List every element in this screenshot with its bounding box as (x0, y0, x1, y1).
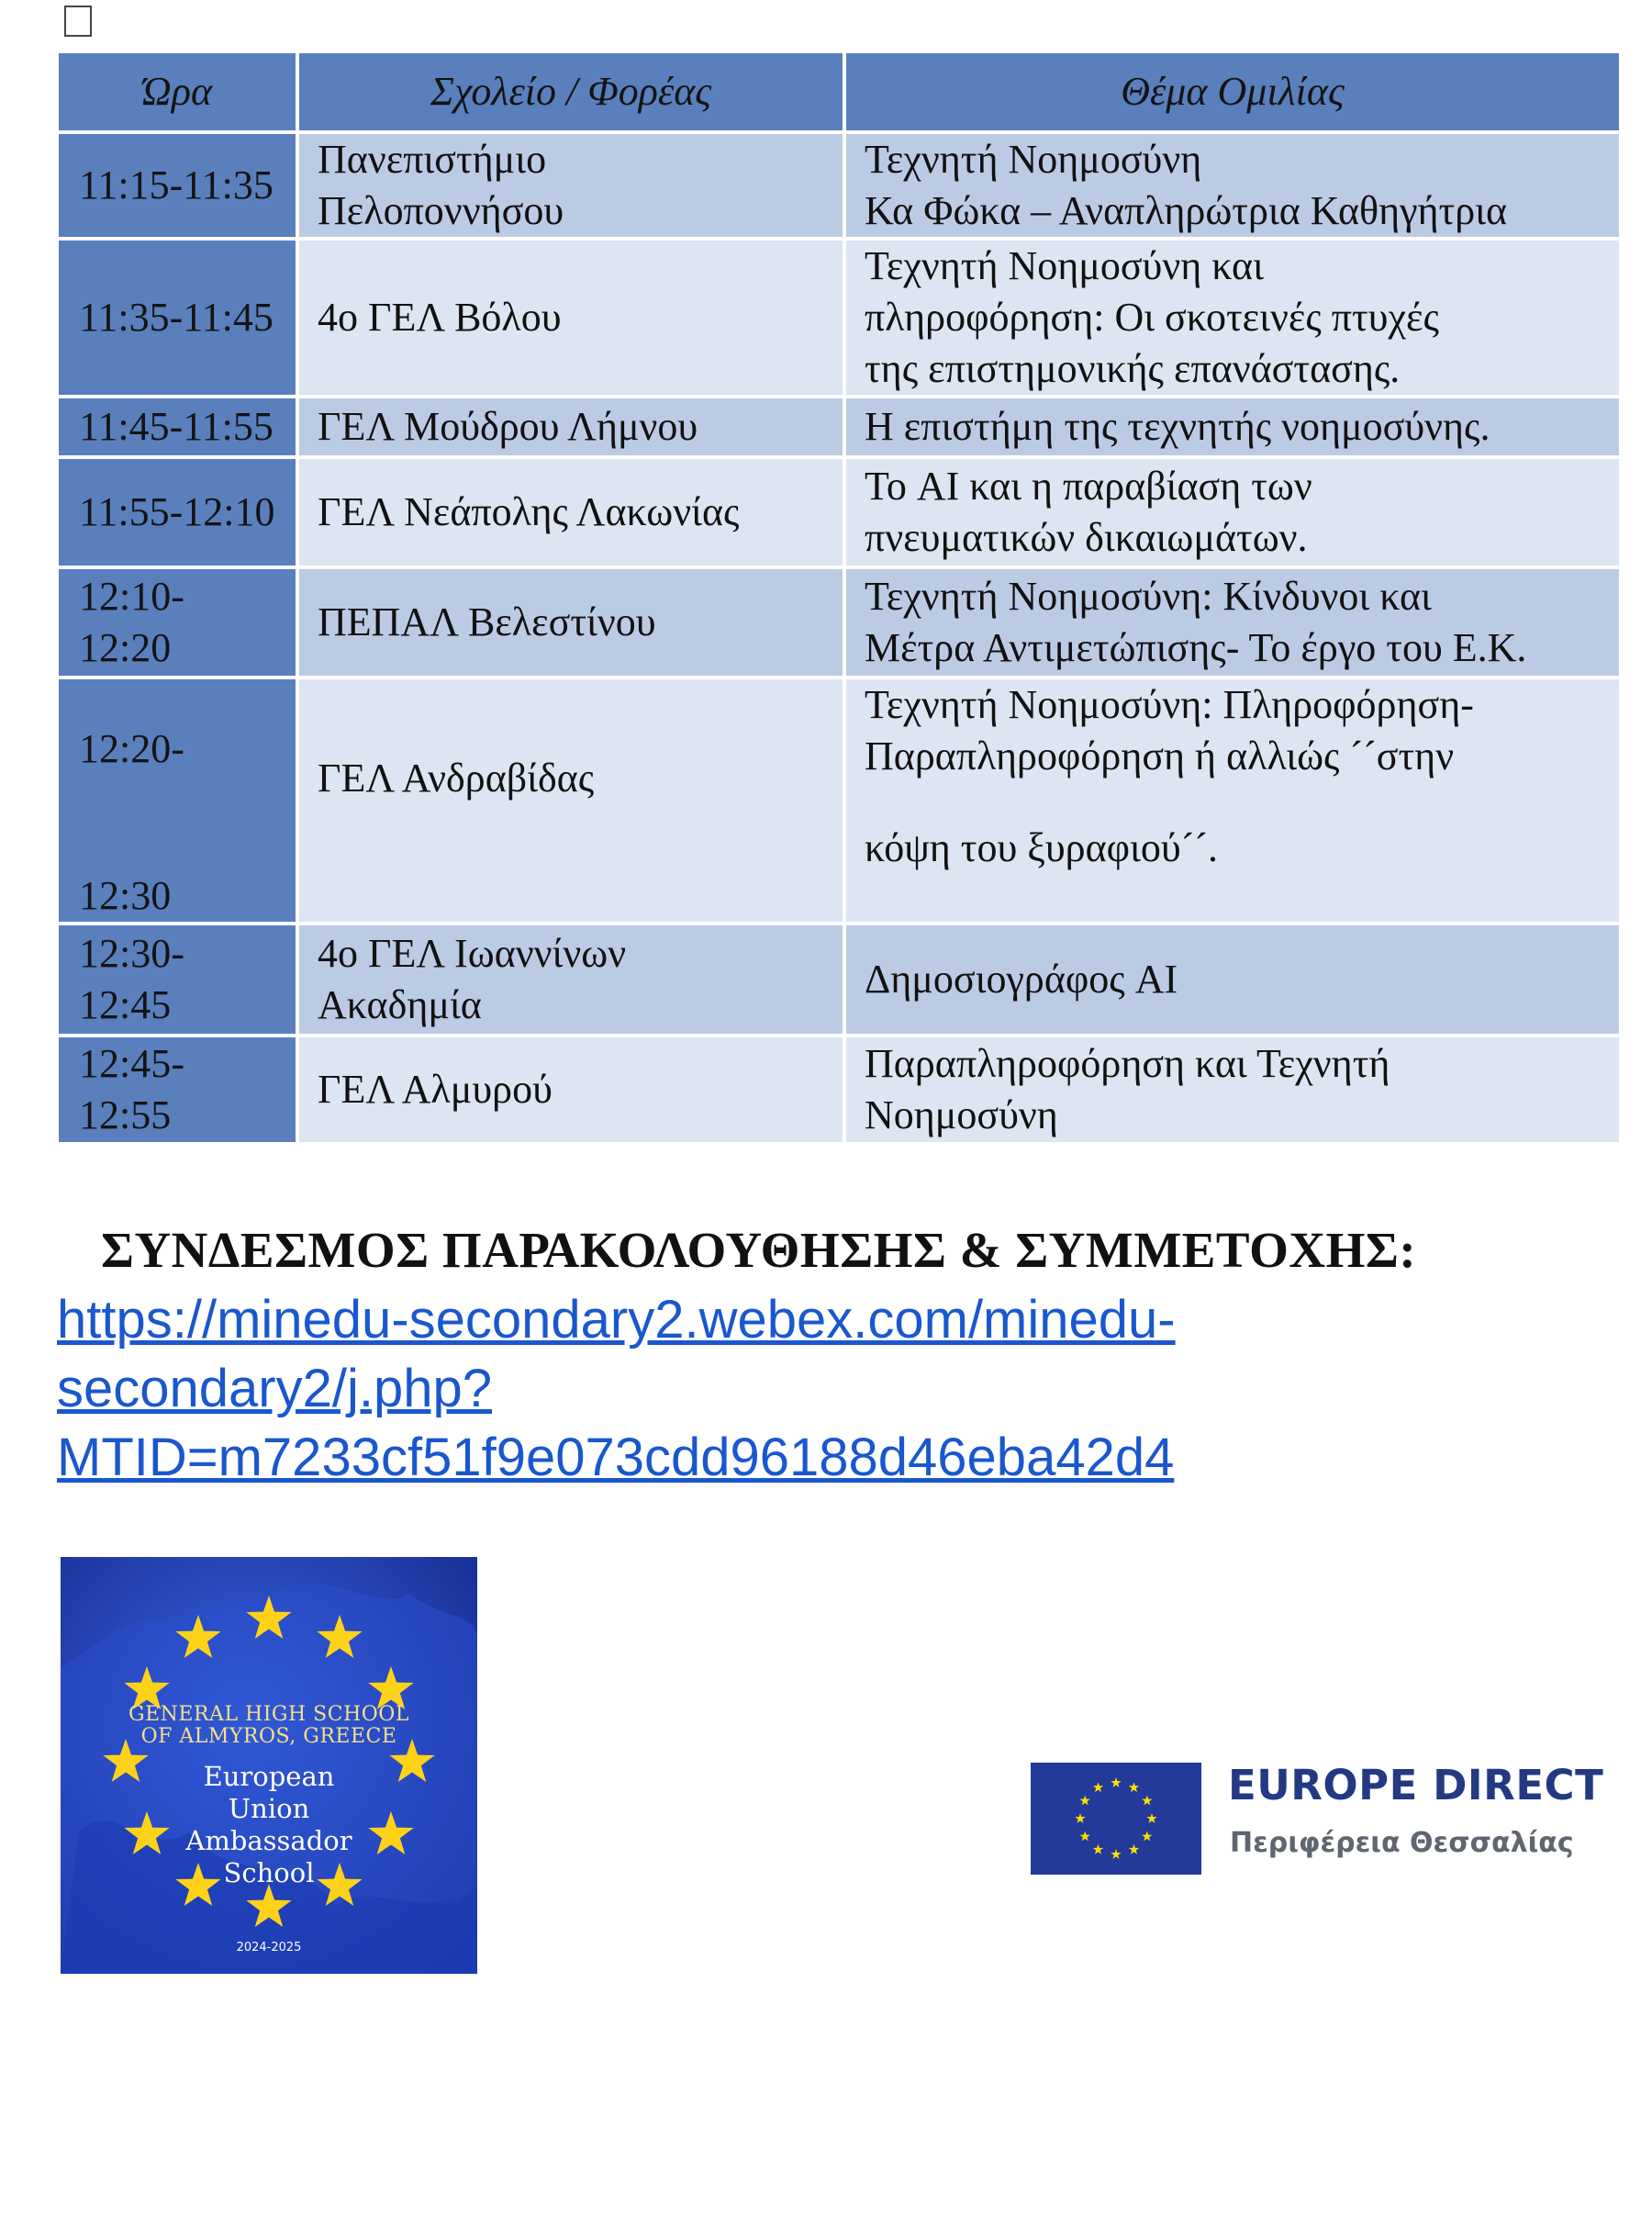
school-cell: 4ο ΓΕΛ Βόλου (299, 241, 846, 398)
time-cell: 11:45-11:55 (59, 398, 299, 459)
table-row (59, 241, 1619, 398)
header-topic: Θέμα Ομιλίας (846, 53, 1619, 134)
time-cell: 12:45- 12:55 (59, 1037, 299, 1146)
eu-ambassador-school-badge (61, 1557, 477, 1974)
table-row (59, 134, 1619, 241)
topic-continuation: κόψη του ξυραφιού´´. (865, 825, 1218, 870)
school-cell: ΓΕΛ Αλμυρού (299, 1037, 846, 1146)
time-cell: 12:30- 12:45 (59, 925, 299, 1037)
time-cell: 12:10- 12:20 (59, 569, 299, 679)
table-row (59, 459, 1619, 569)
webex-meeting-link[interactable]: https://minedu-secondary2.webex.com/minedu- secondary2/j.php? MTID=m7233cf51f9e073cdd96188d46eba42d4 (57, 1290, 1176, 1487)
school-cell: ΓΕΛ Νεάπολης Λακωνίας (299, 459, 846, 569)
topic-cell: Παραπληροφόρηση και Τεχνητή Νοημοσύνη (846, 1037, 1619, 1146)
badge-school-name: GENERAL HIGH SCHOOL OF ALMYROS, GREECE (128, 1703, 409, 1748)
meeting-link-heading: ΣΥΝΔΕΣΜΟΣ ΠΑΡΑΚΟΛΟΥΘΗΣΗΣ & ΣΥΜΜΕΤΟΧΗΣ: (101, 1222, 1417, 1278)
header-time: Ώρα (59, 53, 299, 134)
table-row (59, 569, 1619, 679)
topic-lines: Τεχνητή Νοημοσύνη: Πληροφόρηση- Παραπληροφόρηση ή αλλιώς ´´στην (865, 682, 1474, 778)
time-cell: 11:35-11:45 (59, 241, 299, 398)
topic-cell: Το AI και η παραβίαση των πνευματικών δικαιωμάτων. (846, 459, 1619, 569)
table-header-row (59, 53, 1619, 134)
topic-cell: Η επιστήμη της τεχνητής νοημοσύνης. (846, 398, 1619, 459)
badge-ambassador-text: European Union Ambassador School (185, 1761, 352, 1888)
school-cell: Πανεπιστήμιο Πελοποννήσου (299, 134, 846, 241)
topic-cell (846, 679, 1619, 925)
checkbox[interactable] (64, 6, 92, 37)
topic-cell: Τεχνητή Νοημοσύνη Κα Φώκα – Αναπληρώτρια Καθηγήτρια (846, 134, 1619, 241)
time-cell: 11:55-12:10 (59, 459, 299, 569)
time-start: 12:20- (79, 726, 184, 771)
topic-cell: Τεχνητή Νοημοσύνη και πληροφόρηση: Οι σκοτεινές πτυχές της επιστημονικής επανάστασης. (846, 241, 1619, 398)
badge-years: 2024-2025 (236, 1941, 302, 1955)
time-cell (59, 679, 299, 925)
time-cell: 11:15-11:35 (59, 134, 299, 241)
table-row (59, 1037, 1619, 1146)
schedule-table (59, 53, 1619, 1146)
table-row (59, 925, 1619, 1037)
header-school: Σχολείο / Φορέας (299, 53, 846, 134)
europe-direct-subtitle: Περιφέρεια Θεσσαλίας (1230, 1827, 1574, 1859)
school-cell: 4ο ΓΕΛ Ιωαννίνων Ακαδημία (299, 925, 846, 1037)
topic-cell: Δημοσιογράφος AI (846, 925, 1619, 1037)
school-cell: ΓΕΛ Ανδραβίδας (299, 679, 846, 925)
time-end: 12:30 (79, 873, 172, 918)
eu-flag-icon (1031, 1763, 1201, 1875)
topic-cell: Τεχνητή Νοημοσύνη: Κίνδυνοι και Μέτρα Αντιμετώπισης- Το έργο του Ε.Κ. (846, 569, 1619, 679)
school-cell: ΓΕΛ Μούδρου Λήμνου (299, 398, 846, 459)
table-row (59, 679, 1619, 925)
europe-direct-title: EUROPE DIRECT (1228, 1761, 1604, 1809)
table-row (59, 398, 1619, 459)
school-cell: ΠΕΠΑΛ Βελεστίνου (299, 569, 846, 679)
